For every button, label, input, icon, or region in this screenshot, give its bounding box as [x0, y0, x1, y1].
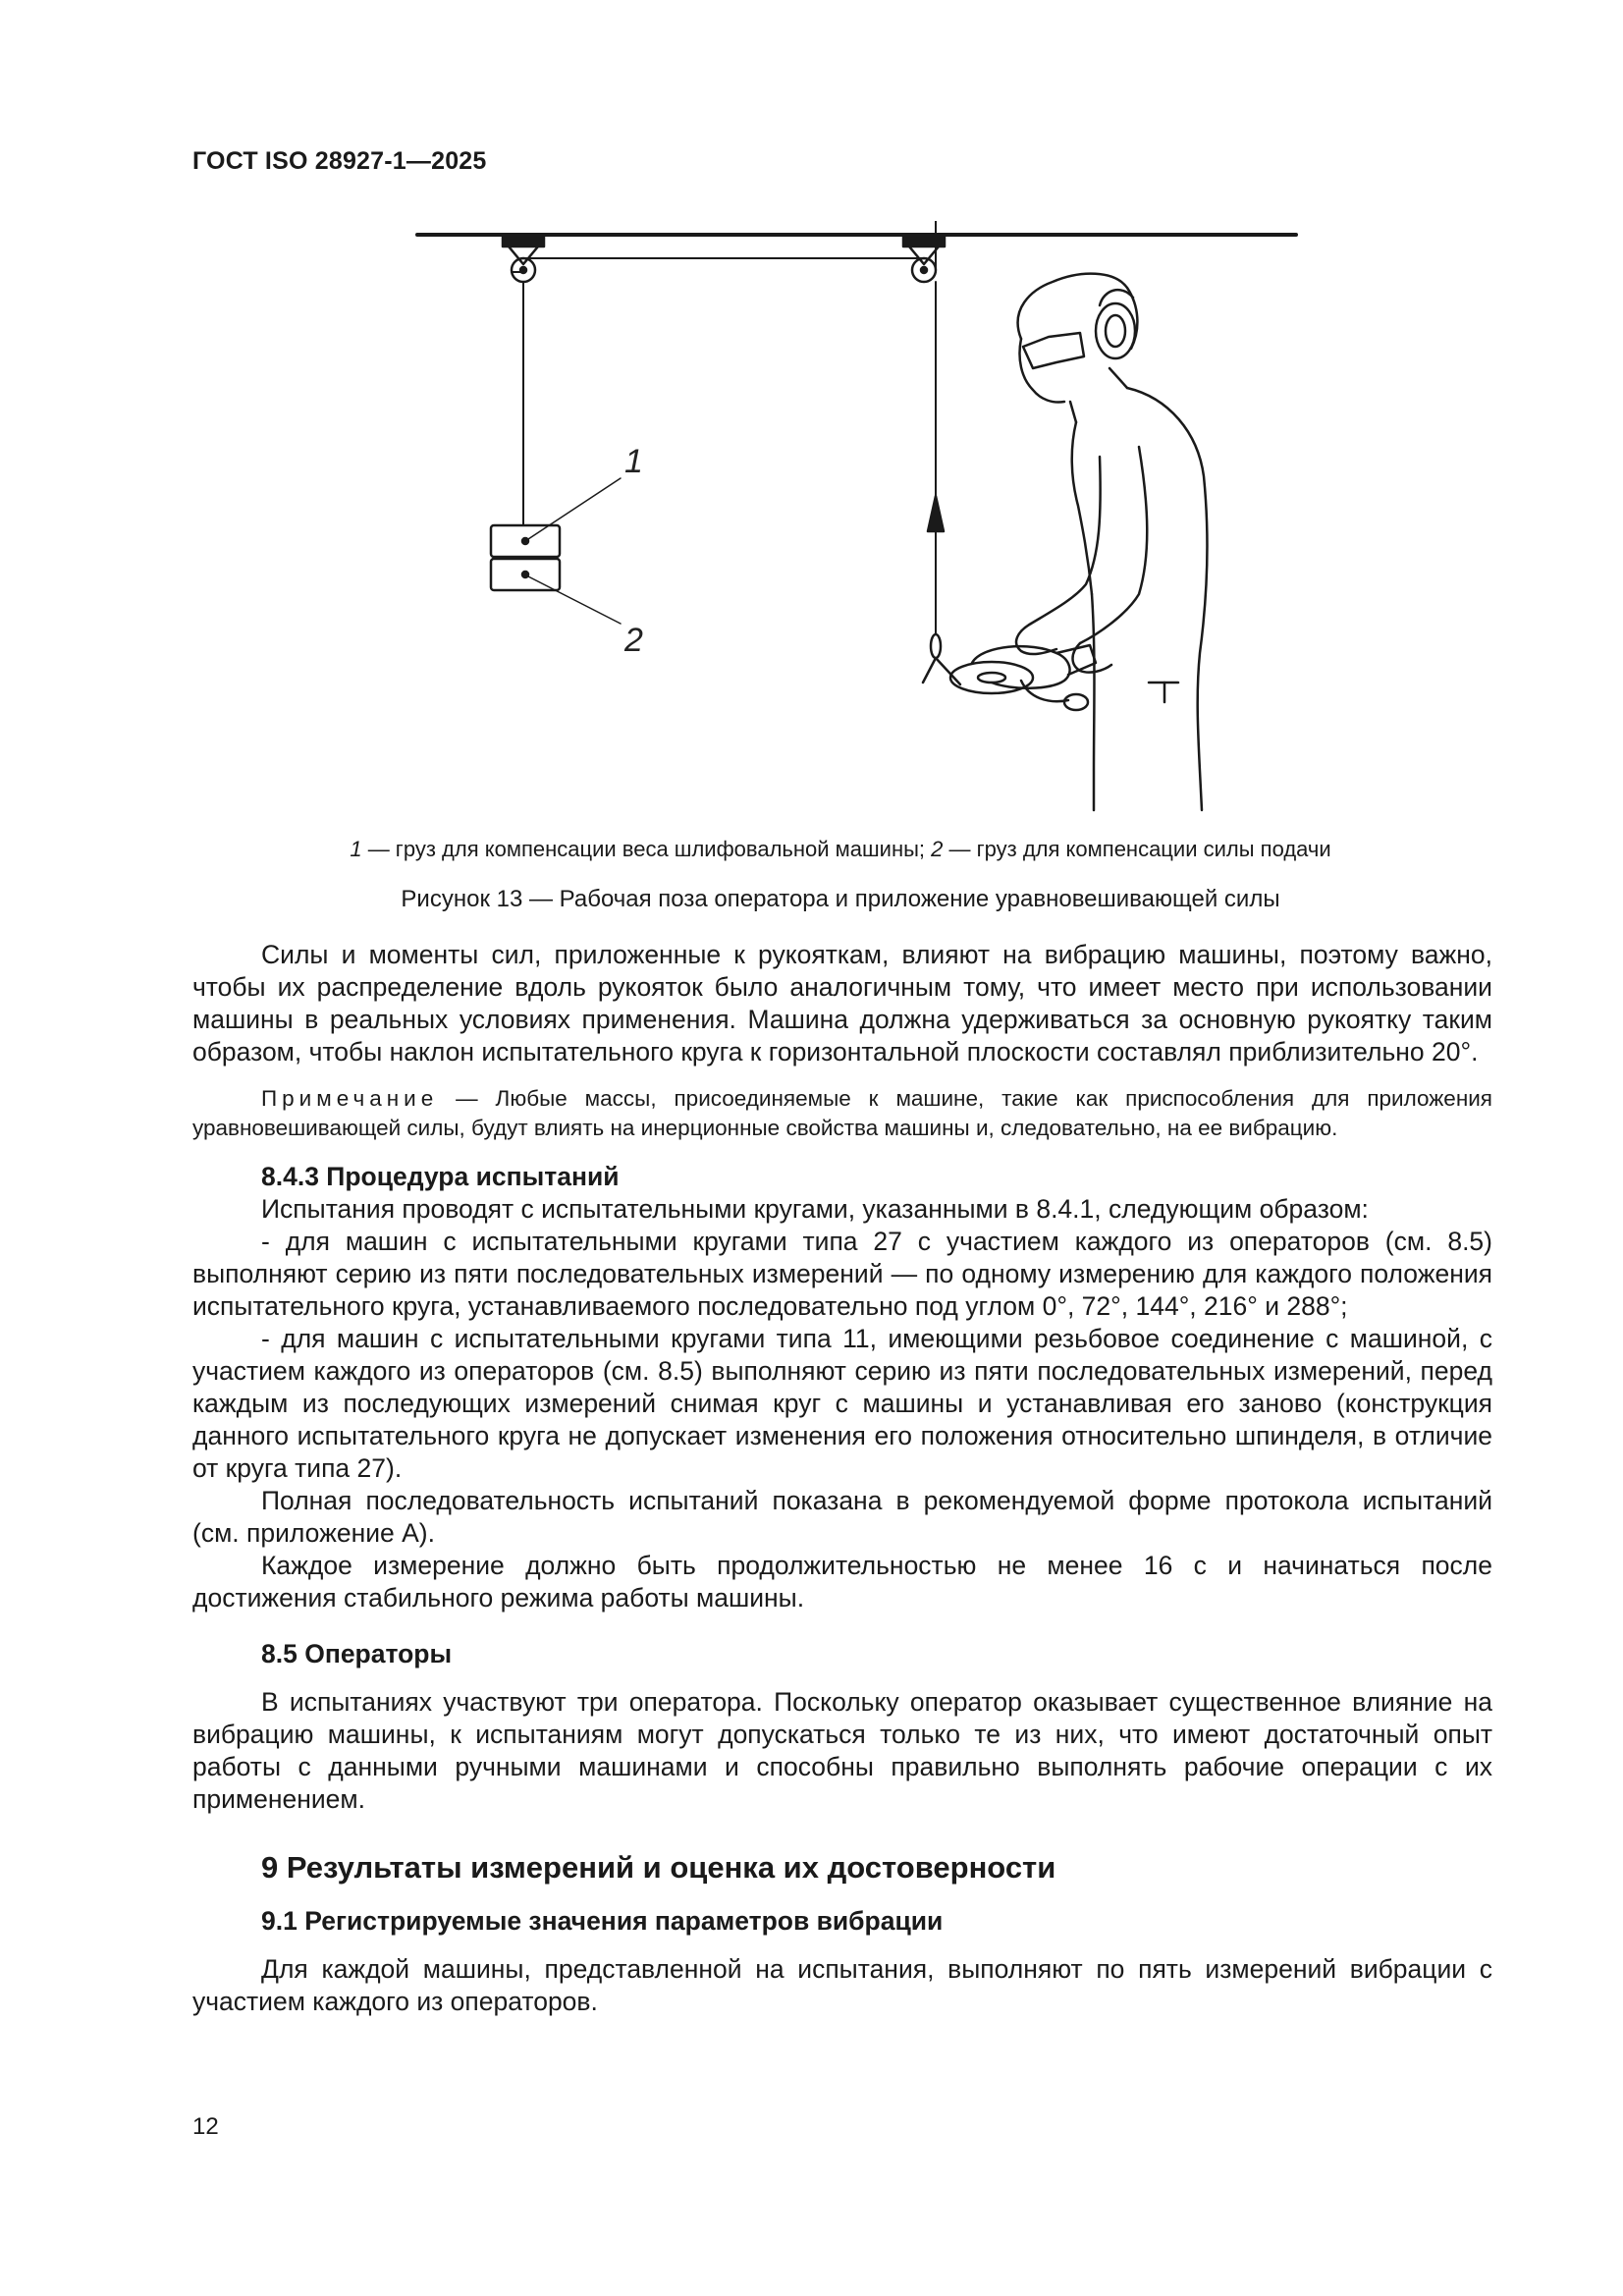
force-arrow: [928, 496, 944, 531]
heading-8-4-3: 8.4.3 Процедура испытаний: [261, 1162, 620, 1191]
paragraph-843-bullet-1: - для машин с испытательными кругами типа 27 с участием каждого из операторов (см. 8.5) выполняют серию из пяти последовательных измерений — по одному измерению для каждого положения испытательного круга, устанавливаемого последовательно под углом 0°, 72°, 144°, 216° и 288°;: [192, 1227, 1492, 1321]
document-body: [192, 939, 1492, 2018]
page-number: 12: [192, 2113, 219, 2140]
legend-text-1: — груз для компенсации веса шлифовальной машины;: [361, 837, 932, 861]
note-label: Примечание: [261, 1086, 439, 1111]
paragraph-843-bullet-2: - для машин с испытательными кругами типа 11, имеющими резьбовое соединение с машиной, с участием каждого из операторов (см. 8.5) выполняют серию из пяти последовательных измерений, перед каждым из последующих измерений снимая круг с машины и устанавливая его заново (конструкция данного испытательного круга не допускает изменения его положения относительно шпинделя, в отличие от круга типа 27).: [192, 1324, 1492, 1483]
paragraph-843-sequence: Полная последовательность испытаний показана в рекомендуемой форме протокола испытаний (см. приложение А).: [192, 1486, 1492, 1548]
note-text: — Любые массы, присоединяемые к машине, такие как приспособления для приложения уравновешивающей силы, будут влиять на инерционные свойства машины и, следовательно, на ее вибрацию.: [192, 1086, 1492, 1140]
heading-8-5: 8.5 Операторы: [261, 1639, 453, 1668]
paragraph-85: В испытаниях участвуют три оператора. Поскольку оператор оказывает существенное влияние на вибрацию машины, к испытаниям могут допускаться только те из них, что имеют достаточный опыт работы с данными ручными машинами и способны правильно выполнять рабочие операции с их применением.: [192, 1687, 1492, 1814]
paragraph-843-duration: Каждое измерение должно быть продолжительностью не менее 16 с и начинаться после достижения стабильного режима работы машины.: [192, 1551, 1492, 1613]
paragraph-forces: Силы и моменты сил, приложенные к рукояткам, влияют на вибрацию машины, поэтому важно, чтобы их распределение вдоль рукояток было аналогичным тому, что имеет место при использовании машины в реальных условиях применения. Машина должна удерживаться за основную рукоятку таким образом, чтобы наклон испытательного круга к горизонтальной плоскости составлял приблизительно 20°.: [192, 940, 1492, 1066]
paragraph-91: Для каждой машины, представленной на испытания, выполняют по пять измерений вибрации с участием каждого из операторов.: [192, 1954, 1492, 2016]
weights: [491, 525, 560, 590]
leader-2: [528, 576, 621, 624]
callout-2: 2: [624, 622, 643, 659]
note-paragraph: [192, 1084, 1492, 1143]
paragraph-843-intro: Испытания проводят с испытательными кругами, указанными в 8.4.1, следующим образом:: [261, 1194, 1369, 1224]
legend-number-2: 2: [931, 837, 944, 861]
figure-legend: [192, 837, 1488, 862]
operator-figure: [1016, 274, 1207, 810]
callout-1: 1: [624, 443, 643, 480]
leader-1: [528, 478, 621, 539]
legend-text-2: — груз для компенсации силы подачи: [943, 837, 1331, 861]
figure-caption: Рисунок 13 — Рабочая поза оператора и приложение уравновешивающей силы: [401, 886, 1280, 912]
document-header: ГОСТ ISO 28927-1—2025: [192, 147, 487, 175]
heading-9: 9 Результаты измерений и оценка их достоверности: [261, 1850, 1056, 1885]
figure-13-illustration: [393, 221, 1306, 830]
heading-9-1: 9.1 Регистрируемые значения параметров вибрации: [261, 1906, 944, 1936]
legend-number-1: 1: [350, 837, 362, 861]
